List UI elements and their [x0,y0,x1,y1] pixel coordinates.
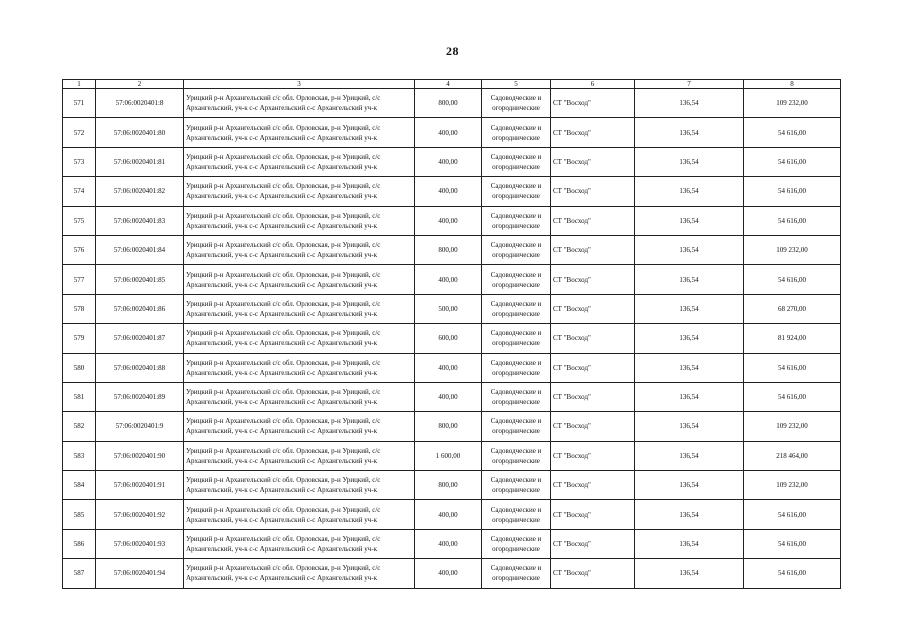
land-use-cell [482,177,551,206]
address-cell [184,559,415,588]
land-use-cell [482,206,551,235]
organization-cell: СТ "Восход" [551,412,635,441]
organization-cell: СТ "Восход" [551,471,635,500]
land-use-cell [482,294,551,323]
organization-cell: СТ "Восход" [551,118,635,147]
organization-cell: СТ "Восход" [551,265,635,294]
cadastral-number-cell: 57:06:0020401:8 [96,89,184,118]
address-line-2: Архангельский, уч-к с-с Архангельский с-с Архангельский уч-к [186,515,378,524]
cadastral-number-cell: 57:06:0020401:86 [96,294,184,323]
area-cell: 800,00 [415,235,482,264]
land-use-line-2: огороднические [492,515,540,524]
land-use-line-1: Садоводческие и [490,123,542,132]
table-row [63,441,841,470]
land-use-cell [482,500,551,529]
column-header: 5 [482,80,551,89]
cadastral-number-cell: 57:06:0020401:9 [96,412,184,441]
table-row [63,500,841,529]
row-number-cell: 579 [63,324,96,353]
address-cell [184,382,415,411]
rate-cell: 136,54 [635,294,744,323]
cadastral-number-cell: 57:06:0020401:85 [96,265,184,294]
column-header: 1 [63,80,96,89]
value-cell: 54 616,00 [744,265,841,294]
land-use-line-2: огороднические [492,456,540,465]
address-cell [184,324,415,353]
area-cell: 400,00 [415,206,482,235]
address-line-1: Урицкий р-н Архангельский с/с обл. Орловская, р-н Урицкий, с/с [186,329,381,338]
value-cell: 218 464,00 [744,441,841,470]
area-cell: 400,00 [415,147,482,176]
land-use-cell [482,353,551,382]
land-use-line-1: Садоводческие и [490,94,542,103]
land-use-line-2: огороднические [492,368,540,377]
land-use-line-1: Садоводческие и [490,329,542,338]
land-use-line-1: Садоводческие и [490,211,542,220]
land-use-line-1: Садоводческие и [490,505,542,514]
cadastral-number-cell: 57:06:0020401:94 [96,559,184,588]
address-line-1: Урицкий р-н Архангельский с/с обл. Орловская, р-н Урицкий, с/с [186,123,381,132]
table-row [63,147,841,176]
address-cell [184,500,415,529]
cadastral-number-cell: 57:06:0020401:93 [96,529,184,558]
organization-cell: СТ "Восход" [551,206,635,235]
row-number-cell: 572 [63,118,96,147]
land-use-line-2: огороднические [492,221,540,230]
address-line-2: Архангельский, уч-к с-с Архангельский с-с Архангельский уч-к [186,104,378,113]
land-use-line-2: огороднические [492,133,540,142]
address-line-1: Урицкий р-н Архангельский с/с обл. Орловская, р-н Урицкий, с/с [186,417,381,426]
land-use-cell [482,382,551,411]
rate-cell: 136,54 [635,382,744,411]
column-header: 8 [744,80,841,89]
area-cell: 1 600,00 [415,441,482,470]
row-number-cell: 578 [63,294,96,323]
organization-cell: СТ "Восход" [551,324,635,353]
area-cell: 400,00 [415,118,482,147]
address-line-2: Архангельский, уч-к с-с Архангельский с-с Архангельский уч-к [186,339,378,348]
row-number-cell: 584 [63,471,96,500]
cadastral-number-cell: 57:06:0020401:89 [96,382,184,411]
address-line-1: Урицкий р-н Архангельский с/с обл. Орловская, р-н Урицкий, с/с [186,211,381,220]
organization-cell: СТ "Восход" [551,500,635,529]
address-line-1: Урицкий р-н Архангельский с/с обл. Орловская, р-н Урицкий, с/с [186,476,381,485]
land-use-cell [482,147,551,176]
rate-cell: 136,54 [635,177,744,206]
cadastral-number-cell: 57:06:0020401:92 [96,500,184,529]
land-use-cell [482,471,551,500]
land-use-line-1: Садоводческие и [490,417,542,426]
area-cell: 400,00 [415,353,482,382]
rate-cell: 136,54 [635,529,744,558]
row-number-cell: 586 [63,529,96,558]
address-line-2: Архангельский, уч-к с-с Архангельский с-с Архангельский уч-к [186,427,378,436]
address-line-2: Архангельский, уч-к с-с Архангельский с-с Архангельский уч-к [186,280,378,289]
value-cell: 109 232,00 [744,471,841,500]
land-use-line-2: огороднические [492,339,540,348]
table-row [63,265,841,294]
table-row [63,353,841,382]
column-header: 3 [184,80,415,89]
land-use-line-2: огороднические [492,574,540,583]
rate-cell: 136,54 [635,235,744,264]
address-line-2: Архангельский, уч-к с-с Архангельский с-с Архангельский уч-к [186,486,378,495]
organization-cell: СТ "Восход" [551,441,635,470]
organization-cell: СТ "Восход" [551,559,635,588]
rate-cell: 136,54 [635,471,744,500]
area-cell: 500,00 [415,294,482,323]
cadastral-number-cell: 57:06:0020401:84 [96,235,184,264]
area-cell: 400,00 [415,382,482,411]
organization-cell: СТ "Восход" [551,177,635,206]
land-use-line-1: Садоводческие и [490,535,542,544]
land-use-line-2: огороднические [492,545,540,554]
organization-cell: СТ "Восход" [551,89,635,118]
address-line-1: Урицкий р-н Архангельский с/с обл. Орловская, р-н Урицкий, с/с [186,299,381,308]
address-line-2: Архангельский, уч-к с-с Архангельский с-с Архангельский уч-к [186,309,378,318]
row-number-cell: 573 [63,147,96,176]
area-cell: 400,00 [415,177,482,206]
address-line-2: Архангельский, уч-к с-с Архангельский с-с Архангельский уч-к [186,162,378,171]
value-cell: 54 616,00 [744,147,841,176]
table-row [63,412,841,441]
organization-cell: СТ "Восход" [551,294,635,323]
cadastral-number-cell: 57:06:0020401:90 [96,441,184,470]
value-cell: 54 616,00 [744,206,841,235]
address-cell [184,89,415,118]
table-row [63,206,841,235]
address-cell [184,177,415,206]
value-cell: 54 616,00 [744,500,841,529]
column-header: 7 [635,80,744,89]
land-use-line-1: Садоводческие и [490,446,542,455]
land-use-line-1: Садоводческие и [490,564,542,573]
land-use-line-1: Садоводческие и [490,358,542,367]
table-row [63,235,841,264]
organization-cell: СТ "Восход" [551,235,635,264]
address-line-1: Урицкий р-н Архангельский с/с обл. Орловская, р-н Урицкий, с/с [186,94,381,103]
area-cell: 400,00 [415,265,482,294]
table-row [63,324,841,353]
table-row [63,89,841,118]
column-header: 2 [96,80,184,89]
address-cell [184,529,415,558]
cadastral-number-cell: 57:06:0020401:80 [96,118,184,147]
land-use-line-1: Садоводческие и [490,388,542,397]
rate-cell: 136,54 [635,89,744,118]
land-use-cell [482,118,551,147]
land-use-line-1: Садоводческие и [490,241,542,250]
address-cell [184,206,415,235]
area-cell: 400,00 [415,559,482,588]
row-number-cell: 571 [63,89,96,118]
land-use-cell [482,412,551,441]
organization-cell: СТ "Восход" [551,382,635,411]
value-cell: 81 924,00 [744,324,841,353]
value-cell: 54 616,00 [744,177,841,206]
address-line-1: Урицкий р-н Архангельский с/с обл. Орловская, р-н Урицкий, с/с [186,388,381,397]
land-use-cell [482,559,551,588]
rate-cell: 136,54 [635,500,744,529]
value-cell: 68 270,00 [744,294,841,323]
address-line-2: Архангельский, уч-к с-с Архангельский с-с Архангельский уч-к [186,368,378,377]
address-cell [184,353,415,382]
address-cell [184,412,415,441]
area-cell: 800,00 [415,471,482,500]
value-cell: 54 616,00 [744,353,841,382]
organization-cell: СТ "Восход" [551,353,635,382]
land-use-line-2: огороднические [492,486,540,495]
address-line-2: Архангельский, уч-к с-с Архангельский с-с Архангельский уч-к [186,133,378,142]
land-use-line-2: огороднические [492,309,540,318]
land-use-line-2: огороднические [492,251,540,260]
land-use-cell [482,529,551,558]
address-line-2: Архангельский, уч-к с-с Архангельский с-с Архангельский уч-к [186,192,378,201]
land-use-line-1: Садоводческие и [490,182,542,191]
table-row [63,294,841,323]
land-use-line-2: огороднические [492,398,540,407]
area-cell: 800,00 [415,412,482,441]
table-row [63,118,841,147]
organization-cell: СТ "Восход" [551,147,635,176]
page-number: 28 [446,44,459,58]
rate-cell: 136,54 [635,441,744,470]
cadastral-number-cell: 57:06:0020401:81 [96,147,184,176]
rate-cell: 136,54 [635,353,744,382]
address-line-1: Урицкий р-н Архангельский с/с обл. Орловская, р-н Урицкий, с/с [186,505,381,514]
land-use-line-2: огороднические [492,162,540,171]
address-line-1: Урицкий р-н Архангельский с/с обл. Орловская, р-н Урицкий, с/с [186,446,381,455]
row-number-cell: 577 [63,265,96,294]
row-number-cell: 585 [63,500,96,529]
address-line-1: Урицкий р-н Архангельский с/с обл. Орловская, р-н Урицкий, с/с [186,358,381,367]
area-cell: 400,00 [415,529,482,558]
row-number-cell: 580 [63,353,96,382]
address-cell [184,441,415,470]
land-use-line-2: огороднические [492,427,540,436]
land-use-cell [482,441,551,470]
cadastral-number-cell: 57:06:0020401:87 [96,324,184,353]
land-use-cell [482,265,551,294]
address-line-1: Урицкий р-н Архангельский с/с обл. Орловская, р-н Урицкий, с/с [186,535,381,544]
address-line-1: Урицкий р-н Архангельский с/с обл. Орловская, р-н Урицкий, с/с [186,182,381,191]
land-registry-table [62,79,841,589]
rate-cell: 136,54 [635,412,744,441]
value-cell: 109 232,00 [744,89,841,118]
address-line-1: Урицкий р-н Архангельский с/с обл. Орловская, р-н Урицкий, с/с [186,241,381,250]
land-use-cell [482,235,551,264]
column-header: 4 [415,80,482,89]
area-cell: 800,00 [415,89,482,118]
land-use-line-1: Садоводческие и [490,152,542,161]
rate-cell: 136,54 [635,265,744,294]
value-cell: 54 616,00 [744,118,841,147]
land-use-line-2: огороднические [492,280,540,289]
table-body [63,89,841,589]
address-cell [184,265,415,294]
row-number-cell: 574 [63,177,96,206]
address-line-2: Архангельский, уч-к с-с Архангельский с-с Архангельский уч-к [186,574,378,583]
value-cell: 54 616,00 [744,382,841,411]
cadastral-number-cell: 57:06:0020401:83 [96,206,184,235]
value-cell: 54 616,00 [744,559,841,588]
column-header: 6 [551,80,635,89]
land-use-line-2: огороднические [492,192,540,201]
table-row [63,471,841,500]
rate-cell: 136,54 [635,324,744,353]
land-use-line-1: Садоводческие и [490,476,542,485]
value-cell: 54 616,00 [744,529,841,558]
address-cell [184,147,415,176]
area-cell: 600,00 [415,324,482,353]
rate-cell: 136,54 [635,559,744,588]
address-line-2: Архангельский, уч-к с-с Архангельский с-с Архангельский уч-к [186,221,378,230]
table-row [63,177,841,206]
cadastral-number-cell: 57:06:0020401:91 [96,471,184,500]
land-use-cell [482,324,551,353]
address-line-1: Урицкий р-н Архангельский с/с обл. Орловская, р-н Урицкий, с/с [186,270,381,279]
rate-cell: 136,54 [635,206,744,235]
organization-cell: СТ "Восход" [551,529,635,558]
row-number-cell: 576 [63,235,96,264]
rate-cell: 136,54 [635,147,744,176]
table-row [63,529,841,558]
address-cell [184,294,415,323]
rate-cell: 136,54 [635,118,744,147]
table-row [63,382,841,411]
address-line-2: Архангельский, уч-к с-с Архангельский с-с Архангельский уч-к [186,398,378,407]
row-number-cell: 582 [63,412,96,441]
value-cell: 109 232,00 [744,412,841,441]
land-use-line-1: Садоводческие и [490,270,542,279]
row-number-cell: 583 [63,441,96,470]
address-line-2: Архангельский, уч-к с-с Архангельский с-с Архангельский уч-к [186,251,378,260]
land-use-line-2: огороднические [492,104,540,113]
value-cell: 109 232,00 [744,235,841,264]
address-line-1: Урицкий р-н Архангельский с/с обл. Орловская, р-н Урицкий, с/с [186,564,381,573]
cadastral-number-cell: 57:06:0020401:82 [96,177,184,206]
area-cell: 400,00 [415,500,482,529]
address-cell [184,235,415,264]
land-use-line-1: Садоводческие и [490,299,542,308]
address-cell [184,471,415,500]
address-line-2: Архангельский, уч-к с-с Архангельский с-с Архангельский уч-к [186,545,378,554]
cadastral-number-cell: 57:06:0020401:88 [96,353,184,382]
address-line-2: Архангельский, уч-к с-с Архангельский с-с Архангельский уч-к [186,456,378,465]
address-cell [184,118,415,147]
row-number-cell: 575 [63,206,96,235]
row-number-cell: 581 [63,382,96,411]
land-use-cell [482,89,551,118]
table-row [63,559,841,588]
address-line-1: Урицкий р-н Архангельский с/с обл. Орловская, р-н Урицкий, с/с [186,152,381,161]
header-row [63,80,841,89]
row-number-cell: 587 [63,559,96,588]
